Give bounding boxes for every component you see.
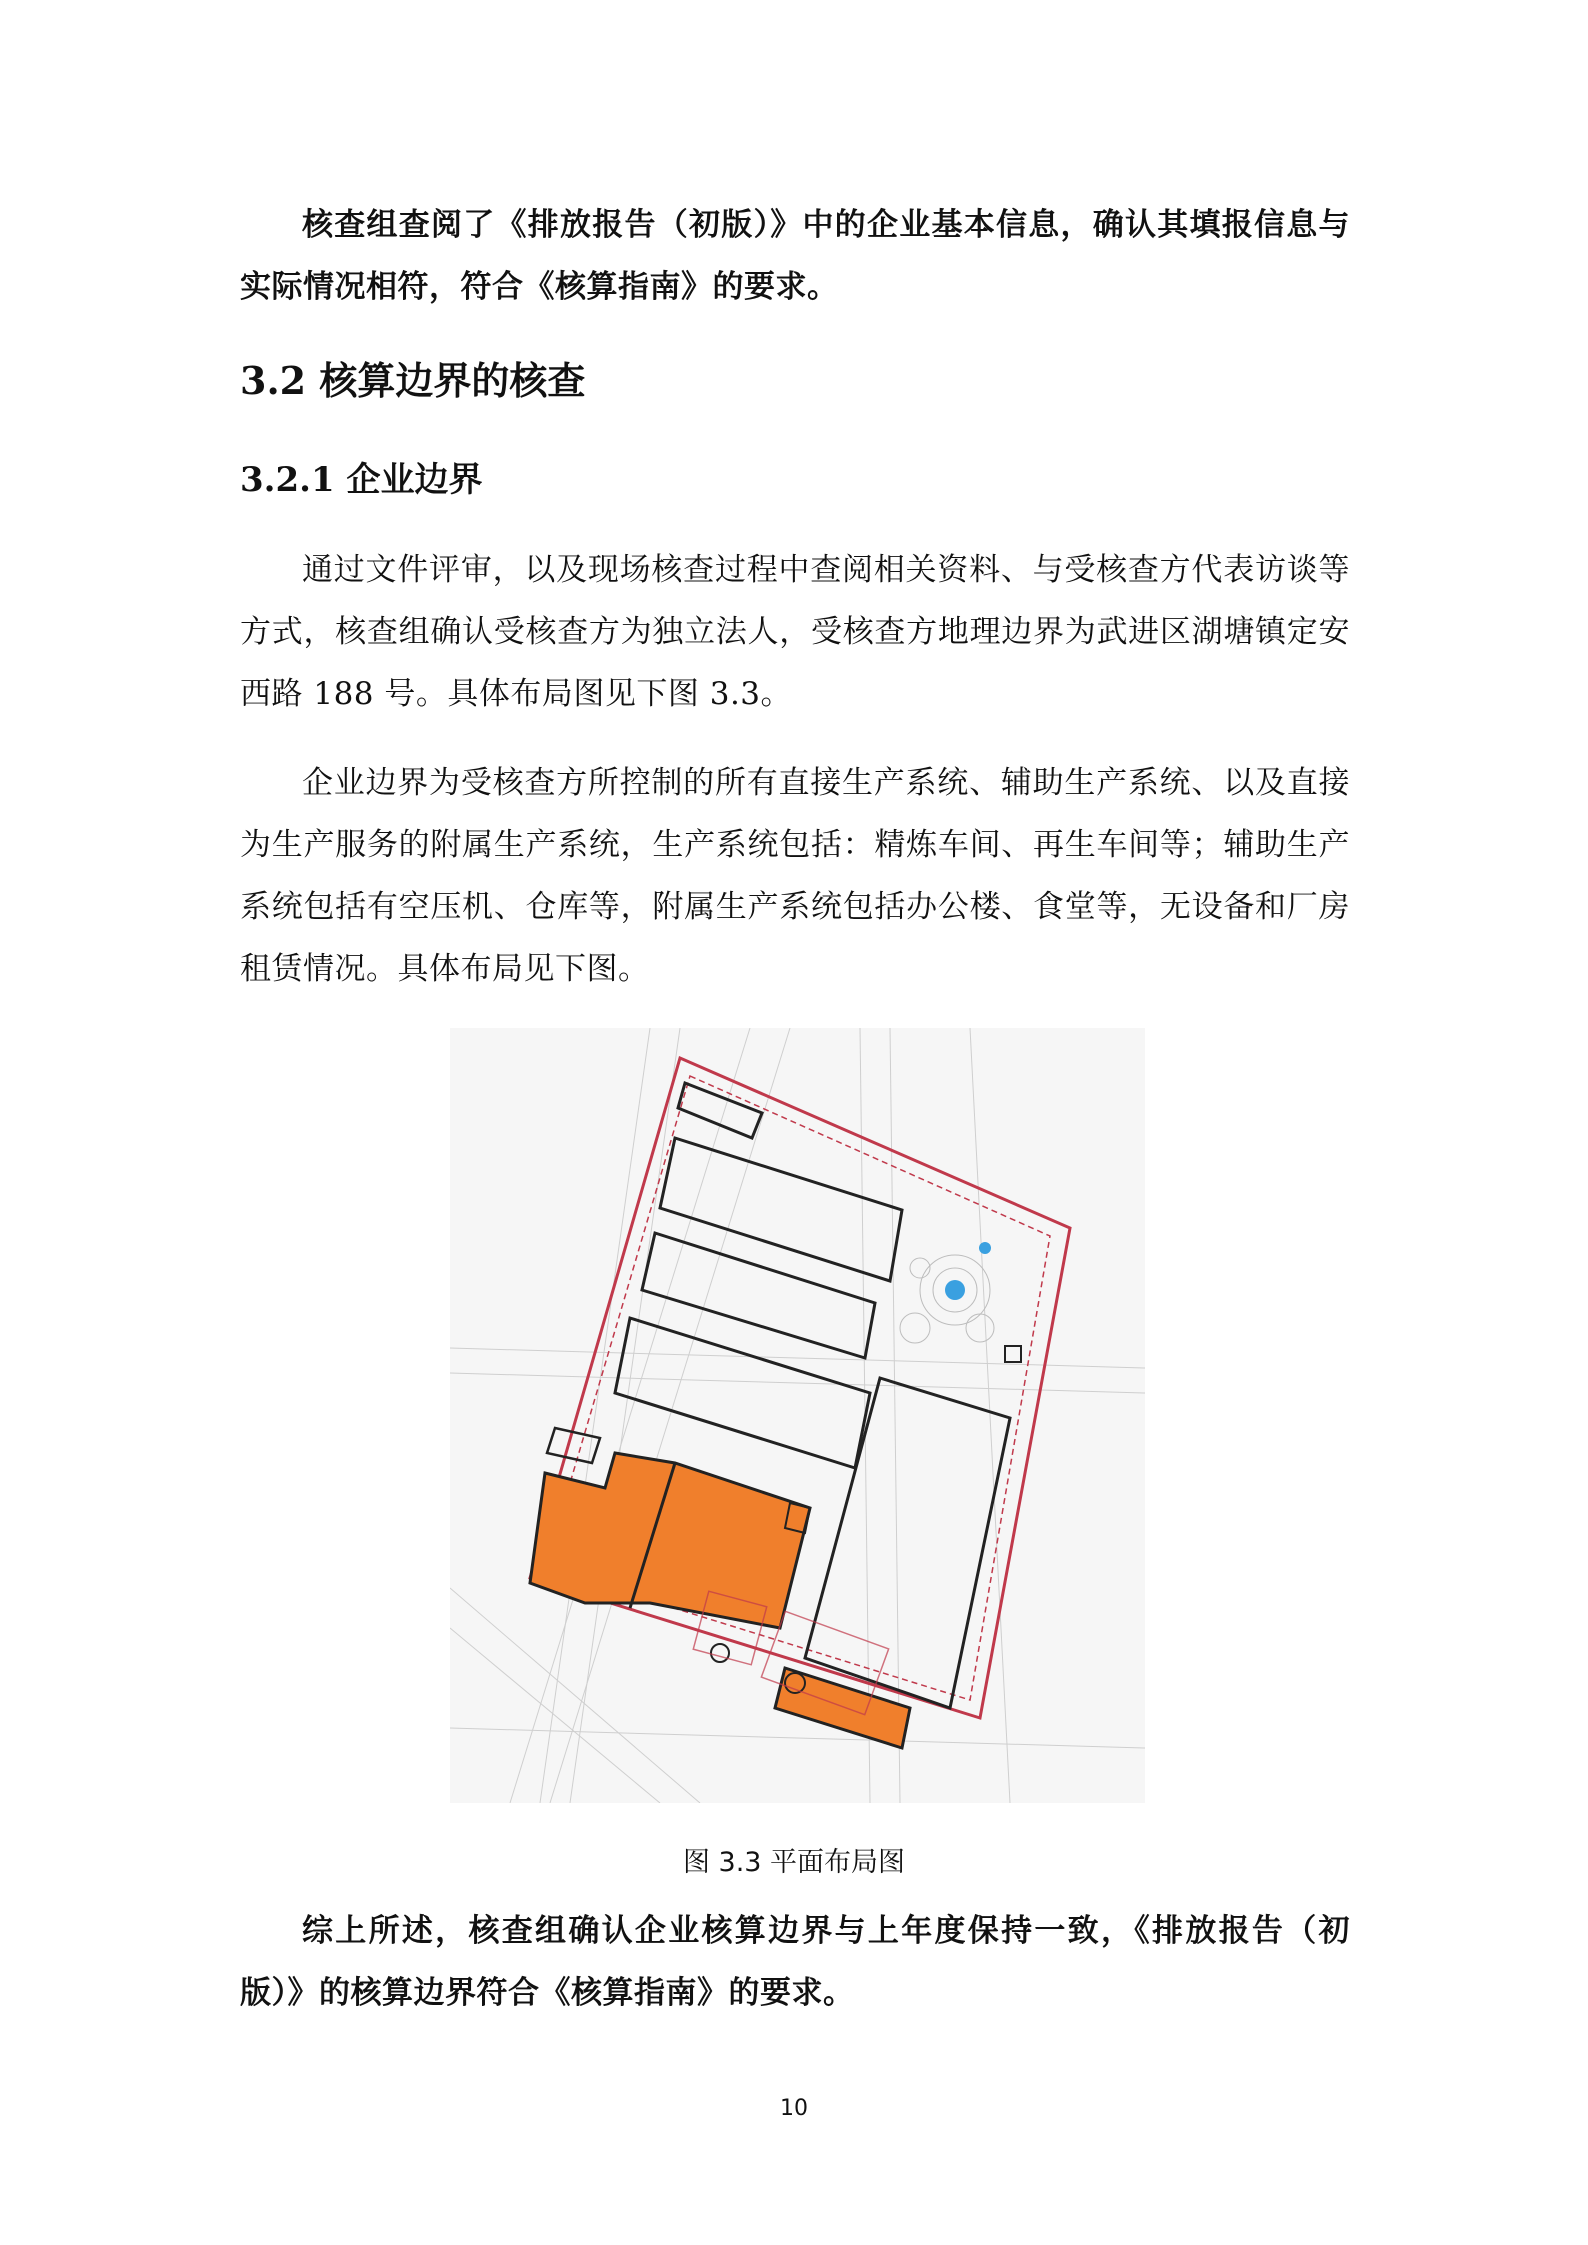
body-paragraph-1-block	[240, 539, 1350, 725]
intro-paragraph-block	[240, 194, 1350, 318]
figure-caption: 图 3.3 平面布局图	[682, 1847, 906, 1878]
subsection-heading: 3.2.1 企业边界	[240, 460, 483, 500]
conclusion-block	[240, 1900, 1350, 2024]
section-heading: 3.2 核算边界的核查	[240, 358, 586, 403]
page-number: 10	[780, 2096, 808, 2121]
site-plan-image	[450, 1028, 1145, 1803]
intro-paragraph: 核查组查阅了《排放报告（初版）》中的企业基本信息，确认其填报信息与实际情况相符，符合《核算指南》的要求。	[240, 207, 1350, 305]
section-heading-block	[240, 350, 1350, 405]
conclusion-paragraph: 综上所述，核查组确认企业核算边界与上年度保持一致，《排放报告（初版）》的核算边界符合《核算指南》的要求。	[240, 1913, 1350, 2011]
body-paragraph-1: 通过文件评审，以及现场核查过程中查阅相关资料、与受核查方代表访谈等方式，核查组确认受核查方为独立法人，受核查方地理边界为武进区湖塘镇定安西路 188 号。具体布局图见下图 3.3。	[240, 552, 1350, 712]
body-paragraph-2: 企业边界为受核查方所控制的所有直接生产系统、辅助生产系统、以及直接为生产服务的附属生产系统，生产系统包括：精炼车间、再生车间等；辅助生产系统包括有空压机、仓库等，附属生产系统包括办公楼、食堂等，无设备和厂房租赁情况。具体布局见下图。	[240, 765, 1350, 987]
subsection-heading-block	[240, 452, 1350, 501]
site-plan-figure	[450, 1028, 1145, 1803]
body-paragraph-2-block	[240, 752, 1350, 1000]
